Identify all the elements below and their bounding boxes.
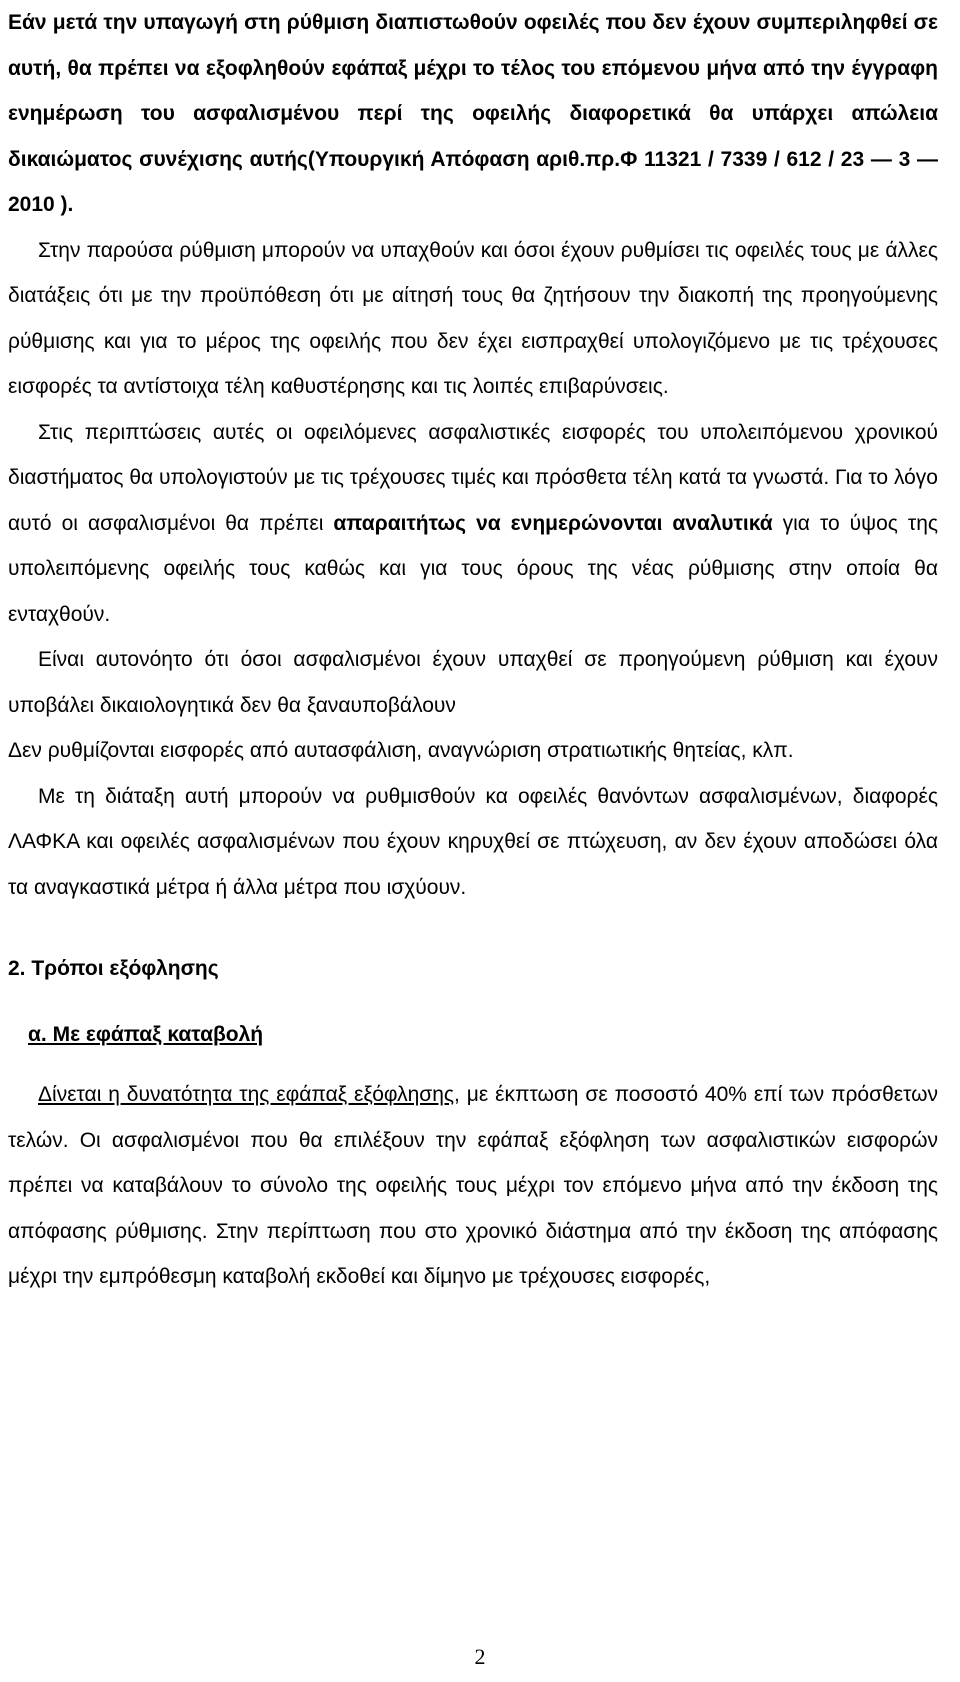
paragraph-previous-arrangement: Είναι αυτονόητο ότι όσοι ασφαλισμένοι έχουν υπαχθεί σε προηγούμενη ρύθμιση και έχουν υποβάλει δικαιολογητικά δεν θα ξαναυποβάλουν [8,648,938,717]
paragraph-unpaid-debts: Εάν μετά την υπαγωγή στη ρύθμιση διαπιστωθούν οφειλές που δεν έχουν συμπεριληφθεί σε αυτή, θα πρέπει να εξοφληθούν εφάπαξ μέχρι το τέλος του επόμενου μήνα από την έγγραφη ενημέρωση του ασφαλισμένου περί της οφειλής διαφορετικά θα υπάρχει απώλεια δικαιώματος συνέχισης αυτής(Υπουργική Απόφαση αριθ.πρ.Φ 11321 / 7339 / 612 / 23 — 3 — 2010 ). [8,11,938,216]
paragraph-lump-sum [8,1072,938,1300]
subsection-heading-text: α. Με εφάπαξ καταβολή [28,1022,264,1046]
paragraph-deceased-insured: Με τη διάταξη αυτή μπορούν να ρυθμισθούν κα οφειλές θανόντων ασφαλισμένων, διαφορές ΛΑΦΚΑ και οφειλές ασφαλισμένων που έχουν κηρυχθεί σε πτώχευση, αν δεν έχουν αποδώσει όλα τα αναγκαστικά μέτρα ή άλλα μέτρα που ισχύουν. [8,784,938,899]
page-number: 2 [474,1644,486,1669]
emphasis-text: απαραιτήτως να ενημερώνονται αναλυτικά [333,511,773,535]
paragraph-other-arrangements: Στην παρούσα ρύθμιση μπορούν να υπαχθούν και όσοι έχουν ρυθμίσει τις οφειλές τους με άλλες διατάξεις ότι με την προϋπόθεση ότι με αίτησή τους θα ζητήσουν την διακοπή της προηγούμενης ρύθμισης και για το μέρος της οφειλής που δεν έχει εισπραχθεί υπολογιζόμενο με τις τρέχουσες εισφορές τα αντίστοιχα τέλη καθυστέρησης και τις λοιπές επιβαρύνσεις. [8,238,938,398]
section-heading: 2. Τρόποι εξόφλησης [8,957,219,980]
paragraph-text: , με έκπτωση σε ποσοστό 40% επί των πρόσθετων τελών. Οι ασφαλισμένοι που θα επιλέξουν την εφάπαξ εξόφληση των ασφαλιστικών εισφορών πρέπει να καταβάλουν το σύνολο της οφειλής τους μέχρι τον επόμενο μήνα από την έκδοση της απόφασης ρύθμισης. Στην περίπτωση που στο χρονικό διάστημα από την έκδοση της απόφασης μέχρι την εμπρόθεσμη καταβολή εκδοθεί και δίμηνο με τρέχουσες εισφορές, [8,1083,938,1288]
underlined-text: Δίνεται η δυνατότητα της εφάπαξ εξόφλησης [38,1083,455,1106]
paragraph-remaining-contributions [8,410,938,638]
subsection-heading [8,1012,938,1058]
paragraph-text: Στις περιπτώσεις αυτές οι οφειλόμενες ασφαλιστικές εισφορές του υπολειπόμενου χρονικού διαστήματος θα υπολογιστούν με τις τρέχουσες τιμές και πρόσθετα τέλη κατά τα γνωστά. Για το λόγο αυτό οι ασφαλισμένοι θα πρέπει [8,420,938,535]
document-body [8,0,938,1300]
paragraph-text: για το ύψος της υπολειπόμενης οφειλής τους καθώς και για τους όρους της νέας ρύθμισης στην οποία θα ενταχθούν. [8,511,938,626]
paragraph-excluded-contributions: Δεν ρυθμίζονται εισφορές από αυτασφάλιση, αναγνώριση στρατιωτικής θητείας, κλπ. [8,739,794,762]
